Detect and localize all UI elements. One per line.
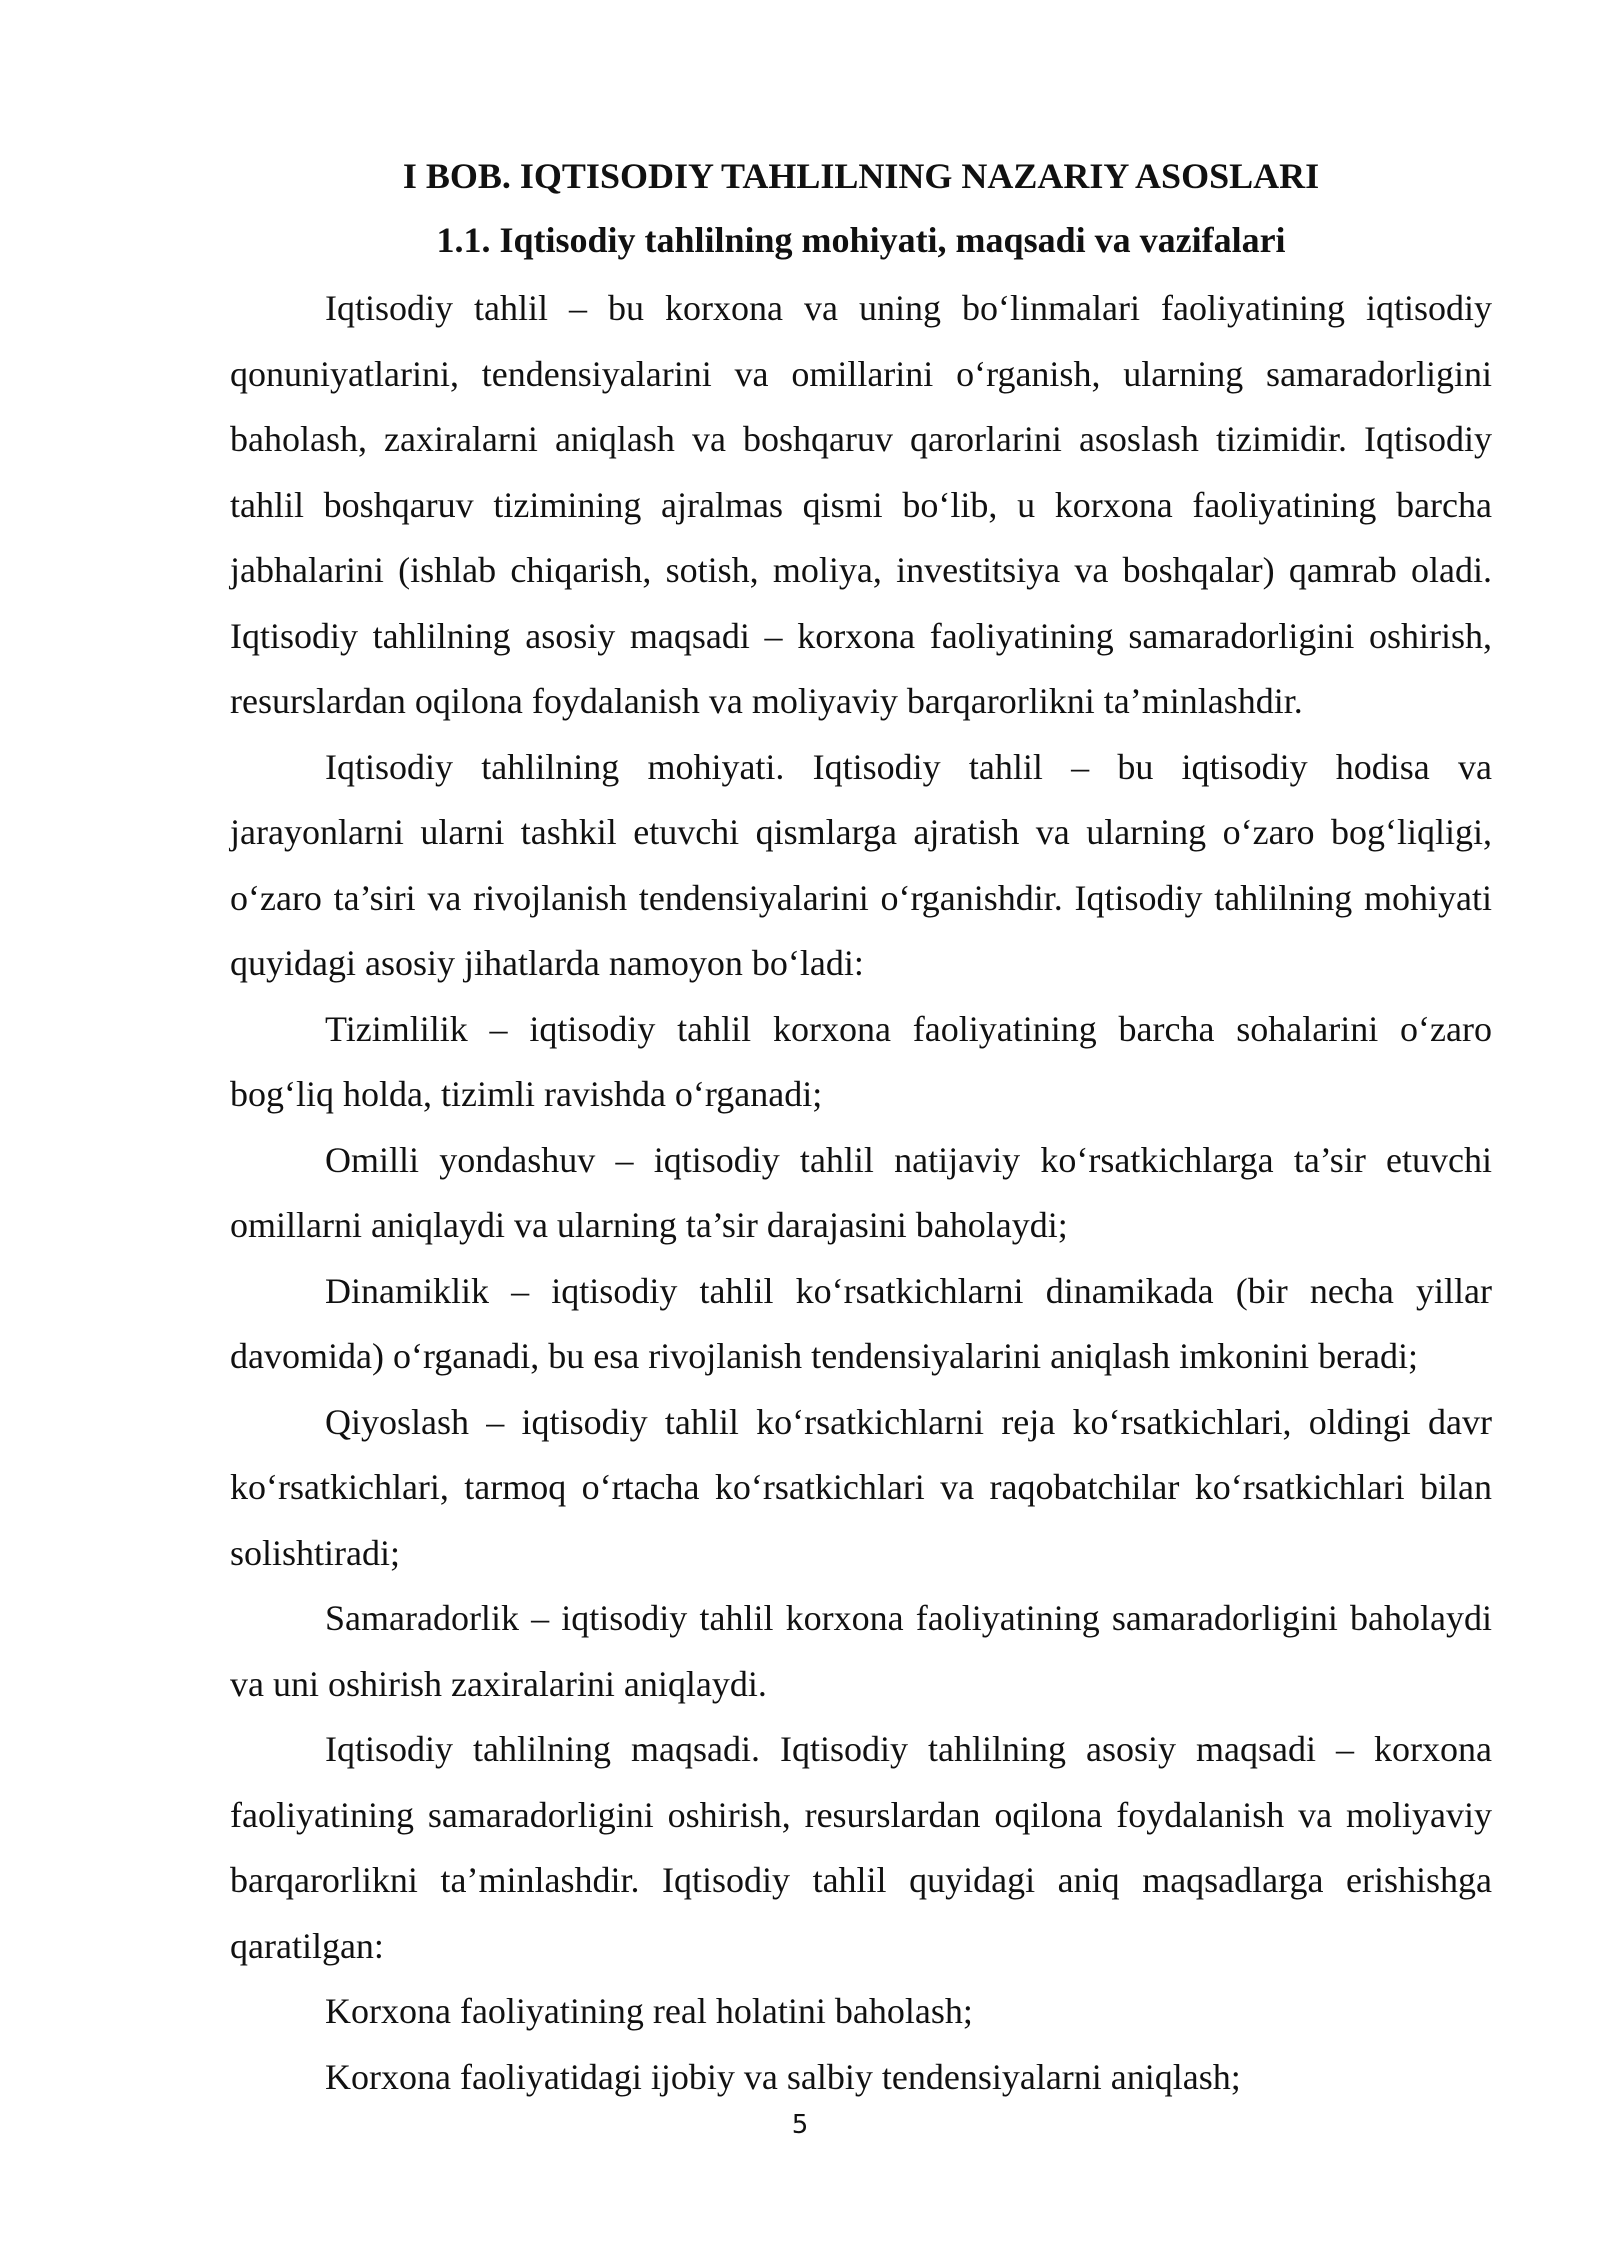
paragraph-purpose: Iqtisodiy tahlilning maqsadi. Iqtisodiy tahlilning asosiy maqsadi – korxona faoliyatining samaradorligini oshirish, resurslardan oqilona foydalanish va moliyaviy barqarorlikni ta’minlashdir. Iqtisodiy tahlil quyidagi aniq maqsadlarga erishishga qaratilgan:: [230, 1729, 1492, 1966]
paragraph-comparison: Qiyoslash – iqtisodiy tahlil ko‘rsatkichlarni reja ko‘rsatkichlari, oldingi davr ko‘rsatkichlari, tarmoq o‘rtacha ko‘rsatkichlari va raqobatchilar ko‘rsatkichlari bilan solishtiradi;: [230, 1401, 1492, 1573]
paragraph-dynamics: Dinamiklik – iqtisodiy tahlil ko‘rsatkichlarni dinamikada (bir necha yillar davomida) o‘rganadi, bu esa rivojlanish tendensiyalarini aniqlash imkonini beradi;: [230, 1270, 1492, 1376]
paragraph-definition: Iqtisodiy tahlil – bu korxona va uning bo‘linmalari faoliyatining iqtisodiy qonuniyatlarini, tendensiyalarini va omillarini o‘rganish, ularning samaradorligini baholash, zaxiralarni aniqlash va boshqaruv qarorlarini asoslash tizimidir. Iqtisodiy tahlil boshqaruv tizimining ajralmas qismi bo‘lib, u korxona faoliyatining barcha jabhalarini (ishlab chiqarish, sotish, moliya, investitsiya va boshqalar) qamrab oladi. Iqtisodiy tahlilning asosiy maqsadi – korxona faoliyatining samaradorligini oshirish, resurslardan oqilona foydalanish va moliyaviy barqarorlikni ta’minlashdir.: [230, 288, 1492, 721]
paragraph-goal-2: Korxona faoliyatidagi ijobiy va salbiy tendensiyalarni aniqlash;: [325, 2056, 1241, 2097]
page-content: [230, 148, 1492, 2110]
paragraph-essence: Iqtisodiy tahlilning mohiyati. Iqtisodiy tahlil – bu iqtisodiy hodisa va jarayonlarni ularni tashkil etuvchi qismlarga ajratish va ularning o‘zaro bog‘liqligi, o‘zaro ta’siri va rivojlanish tendensiyalarini o‘rganishdir. Iqtisodiy tahlilning mohiyati quyidagi asosiy jihatlarda namoyon bo‘ladi:: [230, 746, 1492, 983]
section-title: 1.1. Iqtisodiy tahlilning mohiyati, maqsadi va vazifalari: [436, 220, 1286, 260]
chapter-title: I BOB. IQTISODIY TAHLILNING NAZARIY ASOSLARI: [402, 156, 1320, 196]
page-number: 5: [791, 2110, 809, 2140]
paragraph-systematic: Tizimlilik – iqtisodiy tahlil korxona faoliyatining barcha sohalarini o‘zaro bog‘liq holda, tizimli ravishda o‘rganadi;: [230, 1008, 1492, 1114]
paragraph-factor-approach: Omilli yondashuv – iqtisodiy tahlil natijaviy ko‘rsatkichlarga ta’sir etuvchi omillarni aniqlaydi va ularning ta’sir darajasini baholaydi;: [230, 1139, 1492, 1245]
paragraph-goal-1: Korxona faoliyatining real holatini baholash;: [325, 1991, 973, 2031]
paragraph-efficiency: Samaradorlik – iqtisodiy tahlil korxona faoliyatining samaradorligini baholaydi va uni oshirish zaxiralarini aniqlaydi.: [230, 1598, 1492, 1704]
